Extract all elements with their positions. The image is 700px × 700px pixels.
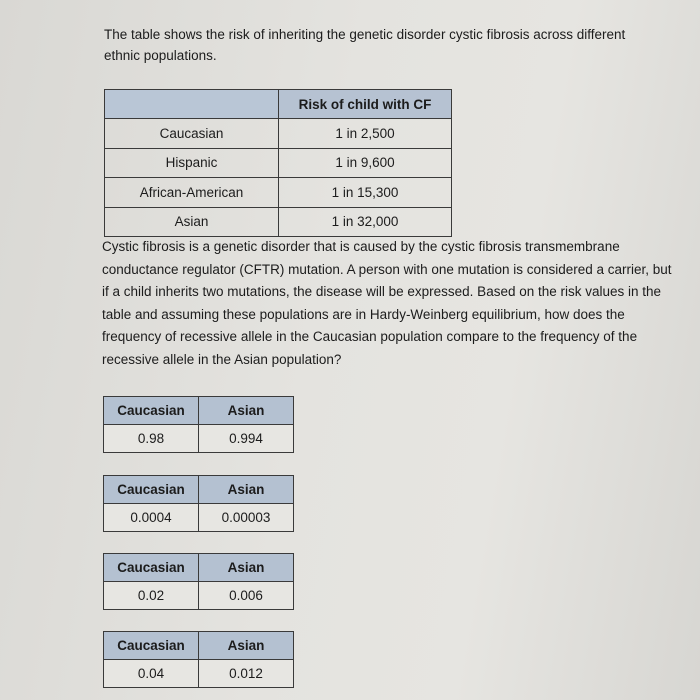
answer-option-c[interactable] — [103, 553, 294, 610]
option-c-header-asian: Asian — [199, 554, 294, 582]
option-d-value-asian: 0.012 — [199, 660, 294, 688]
population-cell: African-American — [105, 178, 279, 208]
option-c-value-asian: 0.006 — [199, 582, 294, 610]
population-cell: Hispanic — [105, 148, 279, 178]
option-a-header-asian: Asian — [199, 397, 294, 425]
option-b-header-caucasian: Caucasian — [104, 476, 199, 504]
risk-table-header-blank — [105, 90, 279, 119]
population-cell: Caucasian — [105, 119, 279, 149]
option-d-header-asian: Asian — [199, 632, 294, 660]
risk-table-header-risk: Risk of child with CF — [279, 90, 452, 119]
intro-text: The table shows the risk of inheriting the genetic disorder cystic fibrosis across different ethnic populations. — [104, 27, 626, 63]
table-row — [105, 178, 452, 208]
risk-table-header — [105, 90, 452, 119]
option-b-value-caucasian: 0.0004 — [104, 504, 199, 532]
option-a-value-caucasian: 0.98 — [104, 425, 199, 453]
option-a-value-asian: 0.994 — [199, 425, 294, 453]
answer-option-a[interactable] — [103, 396, 294, 453]
risk-cell: 1 in 2,500 — [279, 119, 452, 149]
option-c-value-caucasian: 0.02 — [104, 582, 199, 610]
option-c-header-caucasian: Caucasian — [104, 554, 199, 582]
option-d-value-caucasian: 0.04 — [104, 660, 199, 688]
risk-table — [104, 89, 452, 237]
table-row — [105, 119, 452, 149]
table-row — [105, 207, 452, 237]
population-cell: Asian — [105, 207, 279, 237]
risk-cell: 1 in 15,300 — [279, 178, 452, 208]
table-row — [105, 148, 452, 178]
option-b-value-asian: 0.00003 — [199, 504, 294, 532]
option-b-header-asian: Asian — [199, 476, 294, 504]
answer-option-b[interactable] — [103, 475, 294, 532]
option-a-header-caucasian: Caucasian — [104, 397, 199, 425]
option-d-header-caucasian: Caucasian — [104, 632, 199, 660]
question-text: Cystic fibrosis is a genetic disorder that is caused by the cystic fibrosis transmembrane conductance regulator (CFTR) mutation. A person with one mutation is considered a carrier, but if a child inherits two mutations, the disease will be expressed. Based on the risk values in the table and assuming these populations are in Hardy-Weinberg equilibrium, how does the frequency of recessive allele in the Caucasian population compare to the frequency of the recessive allele in the Asian population? — [102, 239, 672, 367]
answer-option-d[interactable] — [103, 631, 294, 688]
risk-cell: 1 in 9,600 — [279, 148, 452, 178]
risk-cell: 1 in 32,000 — [279, 207, 452, 237]
